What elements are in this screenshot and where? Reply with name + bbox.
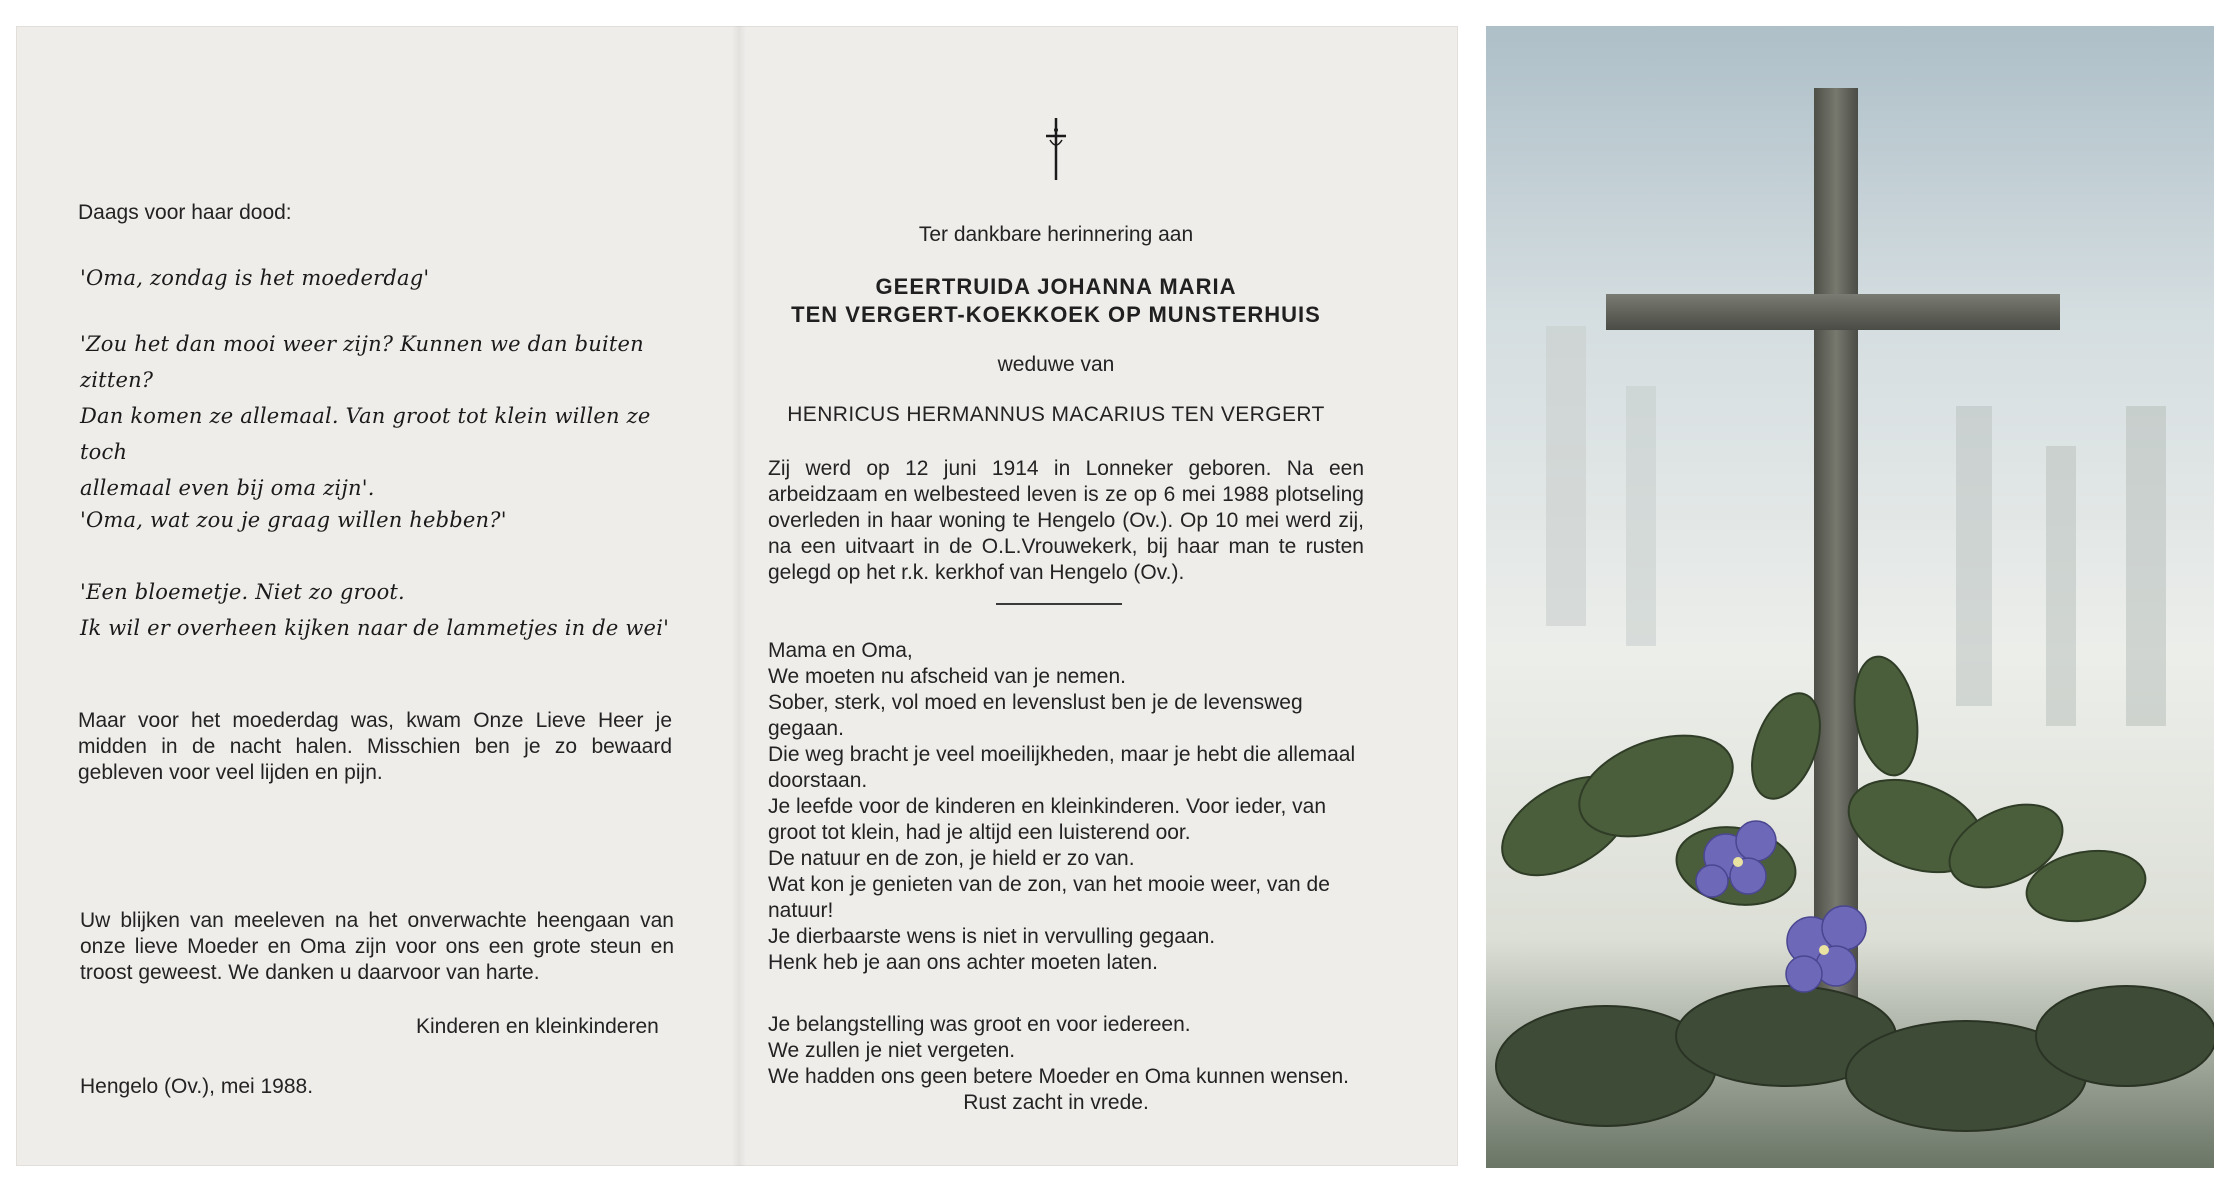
biography: Zij werd op 12 juni 1914 in Lonneker geboren. Na een arbeidzaam en welbesteed leven is ze op 6 mei 1988 plotseling overleden in haar woning te Hengelo (Ov.). Op 10 mei werd zij, na een uitvaart in de O.L.Vrouwekerk, bij haar man te rusten gelegd op het r.k. kerkhof van Hengelo (Ov.). (768, 457, 1364, 584)
closing-line: Je belangstelling was groot en voor iedereen. (768, 1013, 1191, 1036)
divider (996, 603, 1122, 605)
rest-in-peace: Rust zacht in vrede. (963, 1091, 1149, 1114)
memorial-heading: Ter dankbare herinnering aan (918, 223, 1194, 246)
deceased-name-line-1: GEERTRUIDA JOHANNA MARIA (875, 274, 1237, 299)
poem-line: groot tot klein, had je altijd een luisterend oor. (768, 821, 1191, 844)
poem-line: Sober, sterk, vol moed en levenslust ben je de levensweg (768, 691, 1303, 714)
closing-line: We zullen je niet vergeten. (768, 1039, 1016, 1062)
poem-line: natuur! (768, 899, 834, 922)
right-panel (746, 26, 1458, 1166)
verse-4 (80, 574, 720, 646)
cross-with-violets-image (1486, 26, 2214, 1168)
verse-2-line: 'Zou het dan mooi weer zijn? Kunnen we dan buiten (80, 332, 644, 356)
deceased-name-line-2: TEN VERGERT-KOEKKOEK OP MUNSTERHUIS (791, 302, 1321, 327)
verse-2-line: Dan komen ze allemaal. Van groot tot klein willen ze toch (80, 404, 651, 464)
verse-4-line: Ik wil er overheen kijken naar de lammetjes in de wei' (80, 616, 670, 640)
verse-3: 'Oma, wat zou je graag willen hebben?' (80, 508, 507, 532)
poem-line: We moeten nu afscheid van je nemen. (768, 665, 1126, 688)
poem-line: Mama en Oma, (768, 639, 913, 662)
left-panel (16, 26, 736, 1166)
poem (768, 638, 1368, 976)
closing (768, 1012, 1368, 1090)
memorial-card (16, 26, 1458, 1166)
verse-2-line: allemaal even bij oma zijn'. (80, 476, 375, 500)
verse-2 (80, 326, 700, 506)
cross-icon-svg (1038, 114, 1074, 184)
widow-of: weduwe van (997, 353, 1115, 376)
closing-line: We hadden ons geen betere Moeder en Oma kunnen wensen. (768, 1065, 1350, 1088)
poem-line: Wat kon je genieten van de zon, van het mooie weer, van de (768, 873, 1330, 896)
cross-photo (1486, 26, 2214, 1168)
husband-name: HENRICUS HERMANNUS MACARIUS TEN VERGERT (787, 403, 1325, 426)
thanks-paragraph: Uw blijken van meeleven na het onverwachte heengaan van onze lieve Moeder en Oma zijn voor ons een grote steun en troost geweest. We danken u daarvoor van harte. (80, 909, 674, 984)
intro-text: Daags voor haar dood: (78, 201, 292, 224)
passing-paragraph: Maar voor het moederdag was, kwam Onze Lieve Heer je midden in de nacht halen. Misschien ben je zo bewaard gebleven voor veel lijden en pijn. (78, 709, 672, 784)
poem-line: Die weg bracht je veel moeilijkheden, maar je hebt die allemaal (768, 743, 1356, 766)
poem-line: doorstaan. (768, 769, 868, 792)
poem-line: Henk heb je aan ons achter moeten laten. (768, 951, 1158, 974)
poem-line: gegaan. (768, 717, 844, 740)
verse-4-line: 'Een bloemetje. Niet zo groot. (80, 580, 405, 604)
place-date: Hengelo (Ov.), mei 1988. (80, 1075, 314, 1098)
poem-line: Je dierbaarste wens is niet in vervulling gegaan. (768, 925, 1216, 948)
verse-2-line: zitten? (80, 368, 154, 392)
poem-line: De natuur en de zon, je hield er zo van. (768, 847, 1135, 870)
cross-icon (746, 114, 1366, 189)
signature: Kinderen en kleinkinderen (416, 1015, 659, 1038)
verse-1: 'Oma, zondag is het moederdag' (80, 266, 430, 290)
poem-line: Je leefde voor de kinderen en kleinkinderen. Voor ieder, van (768, 795, 1327, 818)
